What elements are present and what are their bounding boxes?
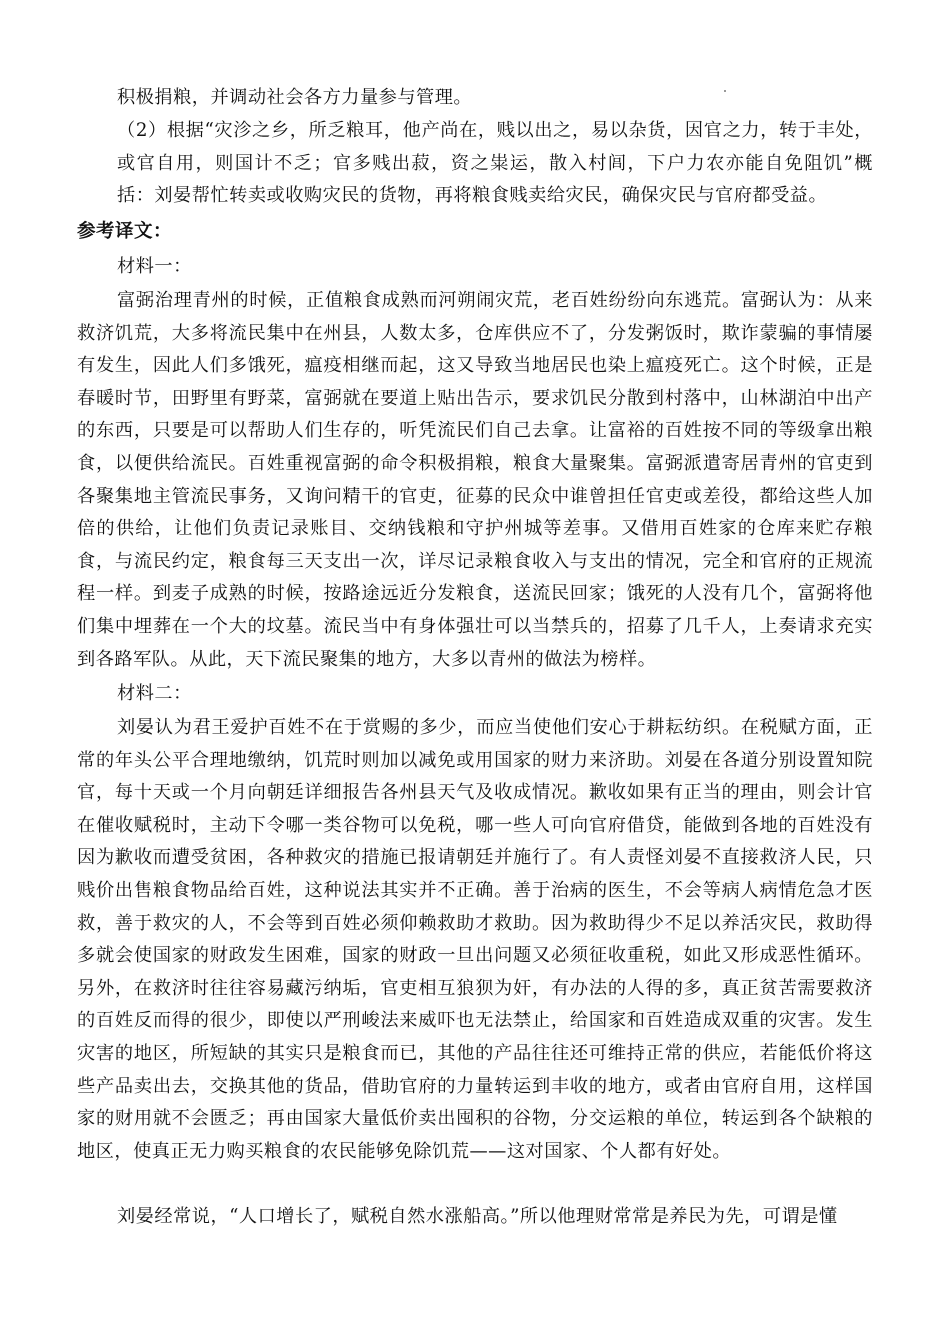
material-1-paragraph: 富弼治理青州的时候，正值粮食成熟而河朔闹灾荒，老百姓纷纷向东逃荒。富弼认为：从来救济饥荒，大多将流民集中在州县，人数太多，仓库供应不了，分发粥饭时，欺诈蒙骗的事情屡有发生，因此人们多饿死，瘟疫相继而起，这又导致当地居民也染上瘟疫死亡。这个时候，正是春暖时节，田野里有野菜，富弼就在要道上贴出告示，要求饥民分散到村落中，山林湖泊中出产的东西，只要是可以帮助人们生存的，听凭流民们自己去拿。让富裕的百姓按不同的等级拿出粮食，以便供给流民。百姓重视富弼的命令积极捐粮，粮食大量聚集。富弼派遣寄居青州的官吏到各聚集地主管流民事务，又询问精干的官吏，征募的民众中谁曾担任官吏或差役，都给这些人加倍的供给，让他们负责记录账目、交纳钱粮和守护州城等差事。又借用百姓家的仓库来贮存粮食，与流民约定，粮食每三天支出一次，详尽记录粮食收入与支出的情况，完全和官府的正规流程一样。到麦子成熟的时候，按路途远近分发粮食，送流民回家；饿死的人没有几个，富弼将他们集中埋葬在一个大的坟墓。流民当中有身体强壮可以当禁兵的，招募了几千人，上奏请求充实到各路军队。从此，天下流民聚集的地方，大多以青州的做法为榜样。 (77, 290, 873, 670)
material-2-paragraph: 刘晏认为君王爱护百姓不在于赏赐的多少，而应当使他们安心于耕耘纺织。在税赋方面，正常的年头公平合理地缴纳，饥荒时则加以减免或用国家的财力来济助。刘晏在各道分别设置知院官，每十天或一个月向朝廷详细报告各州县天气及收成情况。歉收如果有正当的理由，则会计官在催收赋税时，主动下令哪一类谷物可以免税，哪一些人可向官府借贷，能做到各地的百姓没有因为歉收而遭受贫困，各种救灾的措施已报请朝廷并施行了。有人责怪刘晏不直接救济人民，只贱价出售粮食物品给百姓，这种说法其实并不正确。善于治病的医生，不会等病人病情危急才医救，善于救灾的人，不会等到百姓必须仰赖救助才救助。因为救助得少不足以养活灾民，救助得多就会使国家的财政发生困难，国家的财政一旦出问题又必须征收重税，如此又形成恶性循环。另外，在救济时往往容易藏污纳垢，官吏相互狼狈为奸，有办法的人得的多，真正贫苦需要救济的百姓反而得的很少，即使以严刑峻法来威吓也无法禁止，给国家和百姓造成双重的灾害。发生灾害的地区，所短缺的其实只是粮食而已，其他的产品往往还可维持正常的供应，若能低价将这些产品卖出去，交换其他的货品，借助官府的力量转运到丰收的地方，或者由官府自用，这样国家的财用就不会匮乏；再由国家大量低价卖出囤积的谷物，分交运粮的单位，转运到各个缺粮的地区，使真正无力购买粮食的农民能够免除饥荒——这对国家、个人都有好处。 (77, 717, 873, 1162)
answer-part-2: （2）根据“灾沴之乡，所乏粮耳，他产尚在，贱以出之，易以杂货，因官之力，转于丰处，或官自用，则国计不乏；官多贱出菽，资之粜运，散入村闾，下户力农亦能自免阻饥”概括：刘晏帮忙转卖或收购灾民的货物，再将粮食贱卖给灾民，确保灾民与官府都受益。 (117, 120, 873, 207)
material-2-label: 材料二： (117, 683, 192, 704)
answer-part-1-end: 积极捐粮，并调动社会各方力量参与管理。 (117, 87, 473, 108)
material-1-label: 材料一： (117, 256, 192, 277)
reference-translation-heading: 参考译文： (77, 221, 173, 242)
final-paragraph: 刘晏经常说，“人口增长了，赋税自然水涨船高。”所以他理财常常是养民为先，可谓是懂 (117, 1206, 838, 1227)
